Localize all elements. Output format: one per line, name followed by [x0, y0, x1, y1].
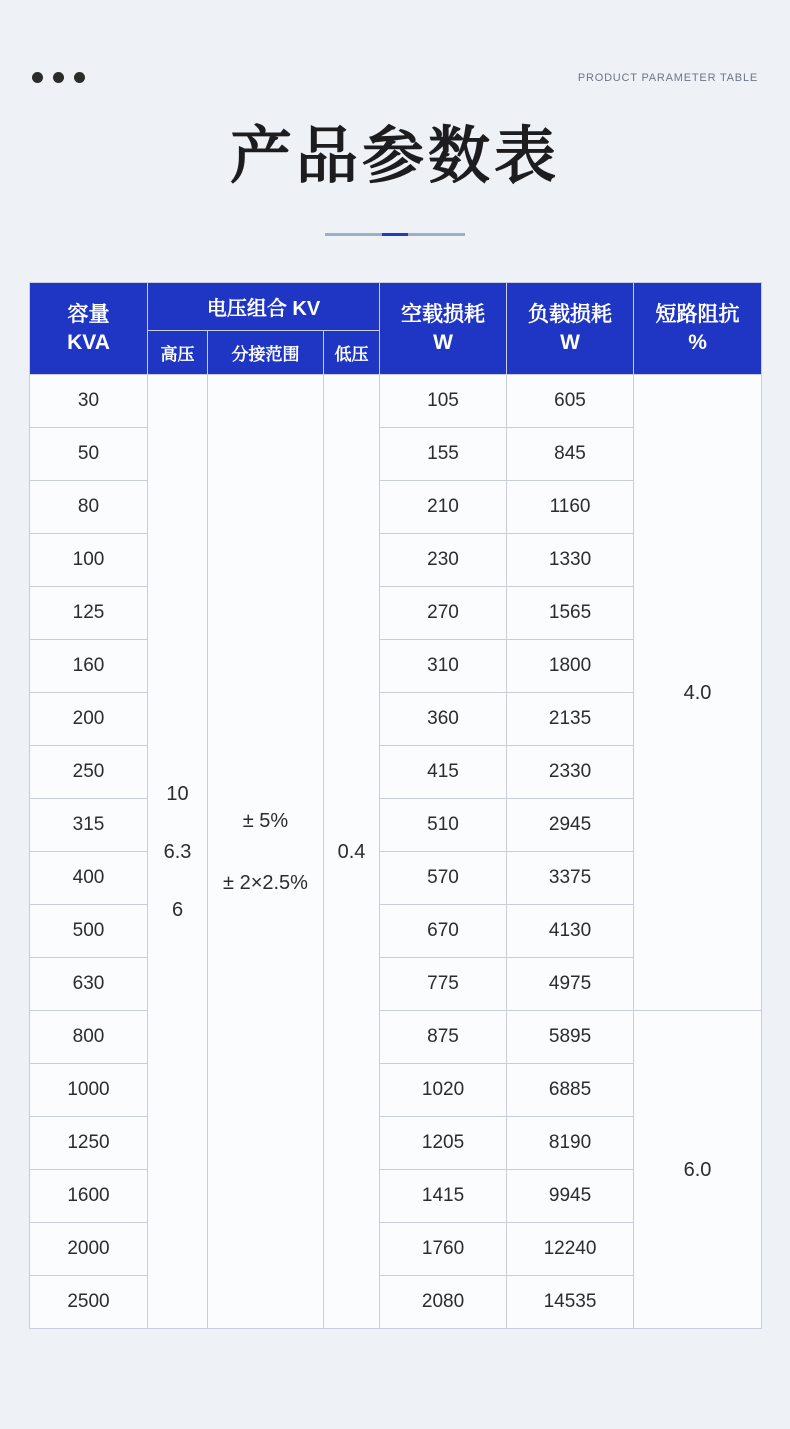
cell-no-load-loss: 1415 — [380, 1170, 507, 1223]
cell-no-load-loss: 1205 — [380, 1117, 507, 1170]
cell-load-loss: 2135 — [507, 693, 634, 746]
high-voltage-value: 6.3 — [163, 840, 192, 863]
header-load-loss — [507, 283, 634, 375]
header-impedance-line1: 短路阻抗 — [655, 302, 740, 326]
cell-no-load-loss: 415 — [380, 746, 507, 799]
cell-tap-range — [208, 375, 324, 1329]
cell-load-loss: 4130 — [507, 905, 634, 958]
cell-capacity: 630 — [30, 958, 148, 1011]
page-title: 产品参数表 — [229, 122, 560, 191]
cell-no-load-loss: 105 — [380, 375, 507, 428]
cell-capacity: 500 — [30, 905, 148, 958]
parameter-table — [29, 282, 762, 1329]
cell-load-loss: 1160 — [507, 481, 634, 534]
header-capacity — [30, 283, 148, 375]
cell-load-loss: 6885 — [507, 1064, 634, 1117]
cell-capacity: 1000 — [30, 1064, 148, 1117]
header-no-load-loss-line1: 空载损耗 — [401, 302, 486, 326]
cell-no-load-loss: 270 — [380, 587, 507, 640]
cell-load-loss: 2945 — [507, 799, 634, 852]
dot-icon — [53, 72, 64, 83]
cell-capacity: 125 — [30, 587, 148, 640]
cell-load-loss: 5895 — [507, 1011, 634, 1064]
table-row — [30, 1011, 762, 1064]
cell-load-loss: 2330 — [507, 746, 634, 799]
cell-capacity: 2000 — [30, 1223, 148, 1276]
high-voltage-value: 10 — [166, 782, 189, 805]
cell-load-loss: 1330 — [507, 534, 634, 587]
cell-high-voltage — [148, 375, 208, 1329]
cell-capacity: 400 — [30, 852, 148, 905]
header-high-voltage: 高压 — [148, 331, 208, 375]
tap-range-value: ± 5% — [242, 809, 289, 832]
header-no-load-loss — [380, 283, 507, 375]
cell-capacity: 800 — [30, 1011, 148, 1064]
cell-impedance: 4.0 — [634, 375, 762, 1011]
cell-no-load-loss: 775 — [380, 958, 507, 1011]
high-voltage-value: 6 — [171, 898, 184, 921]
parameter-table-wrapper — [29, 282, 761, 1329]
header-no-load-loss-line2: W — [433, 330, 453, 354]
cell-no-load-loss: 2080 — [380, 1276, 507, 1329]
cell-no-load-loss: 875 — [380, 1011, 507, 1064]
cell-load-loss: 1800 — [507, 640, 634, 693]
table-row — [30, 375, 762, 428]
tap-range-value: ± 2×2.5% — [223, 871, 308, 894]
cell-no-load-loss: 155 — [380, 428, 507, 481]
cell-capacity: 1600 — [30, 1170, 148, 1223]
header-voltage-group: 电压组合 KV — [148, 283, 380, 331]
dot-icon — [32, 72, 43, 83]
cell-low-voltage: 0.4 — [324, 375, 380, 1329]
table-header — [30, 283, 762, 375]
cell-capacity: 30 — [30, 375, 148, 428]
header-load-loss-line2: W — [560, 330, 580, 354]
cell-load-loss: 8190 — [507, 1117, 634, 1170]
cell-capacity: 160 — [30, 640, 148, 693]
cell-capacity: 250 — [30, 746, 148, 799]
header-impedance — [634, 283, 762, 375]
dot-icon — [74, 72, 85, 83]
cell-load-loss: 12240 — [507, 1223, 634, 1276]
table-body — [30, 375, 762, 1329]
cell-impedance: 6.0 — [634, 1011, 762, 1329]
cell-load-loss: 605 — [507, 375, 634, 428]
cell-no-load-loss: 570 — [380, 852, 507, 905]
cell-capacity: 2500 — [30, 1276, 148, 1329]
cell-load-loss: 9945 — [507, 1170, 634, 1223]
header-impedance-line2: % — [688, 330, 707, 354]
cell-no-load-loss: 670 — [380, 905, 507, 958]
cell-no-load-loss: 210 — [380, 481, 507, 534]
cell-no-load-loss: 310 — [380, 640, 507, 693]
header-tap-range: 分接范围 — [208, 331, 324, 375]
cell-capacity: 315 — [30, 799, 148, 852]
cell-load-loss: 1565 — [507, 587, 634, 640]
cell-no-load-loss: 360 — [380, 693, 507, 746]
cell-capacity: 1250 — [30, 1117, 148, 1170]
decorative-dots — [32, 72, 85, 83]
cell-capacity: 80 — [30, 481, 148, 534]
cell-capacity: 50 — [30, 428, 148, 481]
cell-load-loss: 14535 — [507, 1276, 634, 1329]
cell-capacity: 100 — [30, 534, 148, 587]
cell-no-load-loss: 1020 — [380, 1064, 507, 1117]
header-capacity-line2: KVA — [67, 330, 110, 354]
cell-no-load-loss: 230 — [380, 534, 507, 587]
table-header-row-1 — [30, 283, 762, 331]
header-capacity-line1: 容量 — [67, 302, 110, 326]
page-topbar — [0, 62, 790, 102]
cell-load-loss: 845 — [507, 428, 634, 481]
cell-load-loss: 4975 — [507, 958, 634, 1011]
header-load-loss-line1: 负载损耗 — [528, 302, 613, 326]
title-divider — [325, 233, 465, 236]
eyebrow-label: PRODUCT PARAMETER TABLE — [577, 72, 758, 84]
header-low-voltage: 低压 — [324, 331, 380, 375]
cell-load-loss: 3375 — [507, 852, 634, 905]
cell-capacity: 200 — [30, 693, 148, 746]
cell-no-load-loss: 1760 — [380, 1223, 507, 1276]
cell-no-load-loss: 510 — [380, 799, 507, 852]
